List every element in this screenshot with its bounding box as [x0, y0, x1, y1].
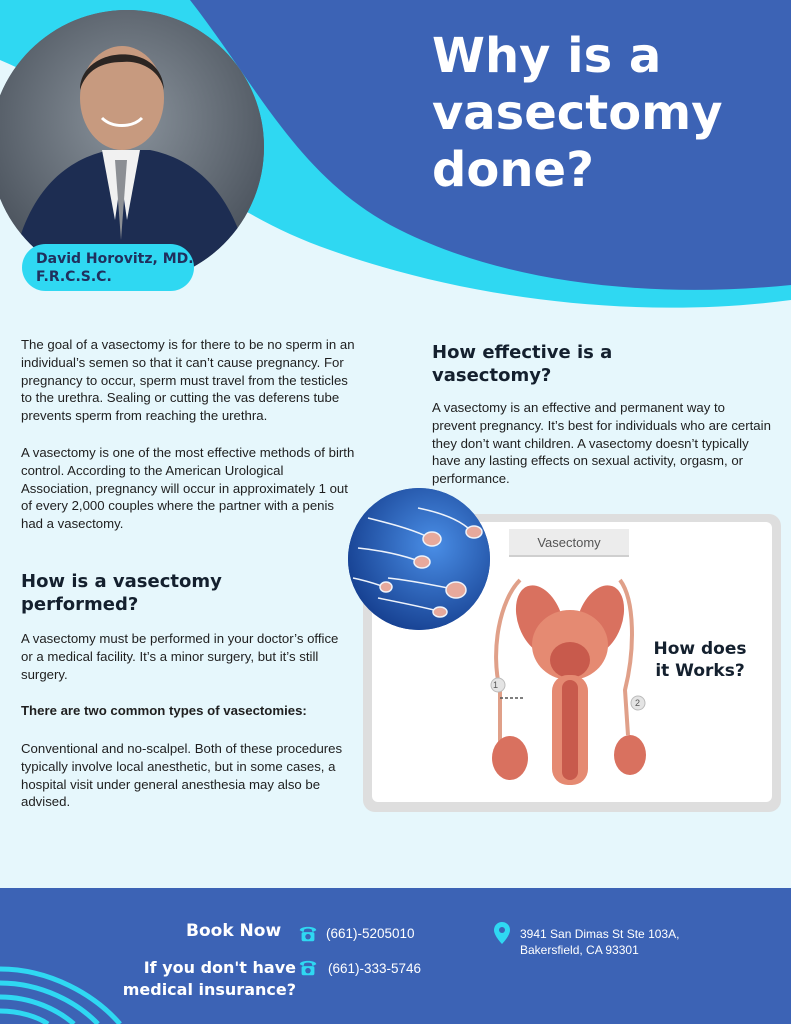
address: [520, 926, 679, 958]
diagram-label: Vasectomy: [509, 529, 629, 557]
phone-number-1[interactable]: (661)-5205010: [326, 926, 415, 941]
effective-paragraph: A vasectomy is an effective and permanent way to prevent pregnancy. It’s best for individuals who are certain they don’t want children. A vasectomy doesn’t typically have any lasting effects on sexual activity, orgasm, or performance.: [432, 400, 771, 487]
location-pin-icon: [494, 922, 510, 944]
phone-number-2[interactable]: (661)-333-5746: [328, 961, 422, 976]
diagram-marker-1: 1: [493, 680, 499, 690]
effective-heading: How effective is a vasectomy?: [432, 342, 613, 386]
address-line-1: 3941 San Dimas St Ste 103A,: [520, 927, 680, 941]
no-insurance-label: If you don't have medical insurance?: [122, 958, 296, 999]
how-works-heading: How does it Works?: [653, 639, 747, 681]
doctor-credentials: F.R.C.S.C.: [36, 269, 112, 285]
phone-icon: [297, 922, 319, 944]
footer-arc-decoration: [0, 955, 140, 1024]
address-line-2: Bakersfield, CA 93301: [520, 943, 639, 957]
intro-paragraph-2: A vasectomy is one of the most effective methods of birth control. According to the American Urological Association, pregnancy will occur in approximately 1 out of every 2,000 couples where the partner with a penis had a vasectomy.: [21, 445, 355, 532]
diagram-marker-2: 2: [635, 698, 641, 708]
doctor-name-badge: [22, 244, 194, 291]
book-now-label[interactable]: Book Now: [186, 921, 282, 941]
anatomy-diagram: [480, 560, 650, 800]
sperm-illustration: [348, 488, 490, 630]
doctor-photo: [0, 10, 264, 284]
intro-paragraph-1: The goal of a vasectomy is for there to be no sperm in an individual’s semen so that it can’t cause pregnancy. For pregnancy to occur, sperm must travel from the testicles to the urethra. Sealing or cutting the vas deferens tube prevents sperm from reaching the urethra.: [21, 337, 355, 424]
performed-paragraph: A vasectomy must be performed in your doctor’s office or a medical facility. It’s a minor surgery, but it’s still surgery.: [21, 631, 339, 682]
phone-icon: [297, 956, 319, 978]
types-paragraph: Conventional and no-scalpel. Both of these procedures typically involve local anesthetic, but in some cases, a hospital visit under general anesthesia may also be advised.: [21, 741, 343, 810]
performed-heading: How is a vasectomy performed?: [21, 571, 222, 615]
types-heading: There are two common types of vasectomies:: [21, 703, 307, 718]
doctor-name: David Horovitz, MD.: [36, 251, 194, 267]
page-title: Why is a vasectomy done?: [432, 28, 723, 198]
